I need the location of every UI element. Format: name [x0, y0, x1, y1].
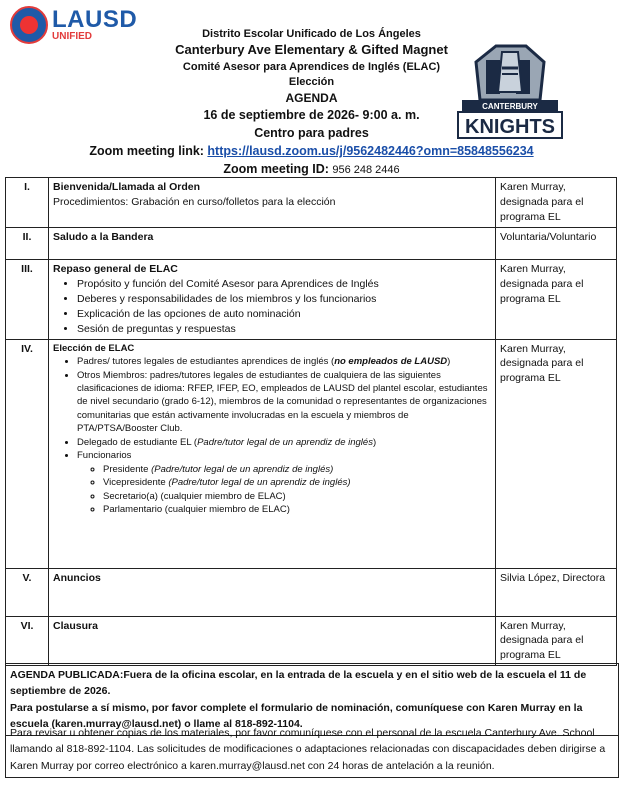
accessibility-note: Para revisar u obtener copias de los materiales, por favor comuníquese con el personal de la escuela Canterbury Ave. School llamando al 818-892-1104. Las solicitudes de modificaciones o adaptaciones relacionadas con discapacidades deben dirigirse a Karen Murray por correo electrónico a karen.murray@lausd.net con 24 horas de antelación a la reunión.: [5, 722, 619, 778]
item-presenter: Karen Murray, designada para el programa EL: [496, 616, 617, 666]
officer-list: [77, 463, 491, 517]
district-name: Distrito Escolar Unificado de Los Ángeles: [202, 28, 421, 40]
item-presenter: Voluntaria/Voluntario: [496, 228, 617, 260]
list-item: ◦ Parlamentario (cualquier miembro de ELAC): [103, 503, 491, 516]
table-row: [6, 228, 617, 260]
item-number: VI.: [6, 616, 49, 666]
agenda-heading: AGENDA: [285, 91, 338, 105]
zoom-link[interactable]: https://lausd.zoom.us/j/9562482446?omn=85848556234: [207, 144, 534, 158]
item-title: Repaso general de ELAC: [53, 263, 178, 275]
list-item: ◦ Presidente (Padre/tutor legal de un aprendiz de inglés): [103, 463, 491, 476]
knight-logo-top-text: CANTERBURY: [482, 102, 538, 111]
meeting-type: Elección: [288, 76, 335, 88]
table-row: [6, 616, 617, 666]
list-item: • Deberes y responsabilidades de los miembros y los funcionarios: [77, 292, 491, 307]
item-number: V.: [6, 568, 49, 616]
list-item: • Padres/ tutores legales de estudiantes aprendices de inglés (no empleados de LAUSD): [77, 355, 491, 368]
knight-logo-bottom-text: KNIGHTS: [465, 116, 555, 138]
table-row: [6, 568, 617, 616]
item-number: I.: [6, 178, 49, 228]
item-presenter: Silvia López, Directora: [496, 568, 617, 616]
item-content: [49, 616, 496, 666]
table-row: [6, 339, 617, 568]
item-number: II.: [6, 228, 49, 260]
list-item: • Explicación de las opciones de auto nominación: [77, 307, 491, 322]
list-item: ◦ Secretario(a) (cualquier miembro de ELAC): [103, 490, 491, 503]
list-item: • Otros Miembros: padres/tutores legales de estudiantes de cualquiera de las siguientes clasificaciones de idioma: RFEP, IFEP, EO, empleados de LAUSD del plantel escolar, estudiantes de nivel secundario (grado 6-12), miembros de la comunidad o representantes de organizaciones comunitarias que están activamente involucradas en la escuela y miembros de PTA/PTSA/Booster Club.: [77, 369, 491, 436]
list-item: • Sesión de preguntas y respuestas: [77, 322, 491, 337]
list-item: ◦ Vicepresidente (Padre/tutor legal de un aprendiz de inglés): [103, 476, 491, 489]
lausd-logo-text: LAUSD: [52, 6, 138, 33]
zoom-link-line: [0, 144, 623, 158]
item-title: Bienvenida/Llamada al Orden: [53, 181, 201, 193]
meeting-date: 16 de septiembre de 2026- 9:00 a. m.: [203, 108, 420, 122]
item-presenter: Karen Murray, designada para el programa EL: [496, 178, 617, 228]
item-content: [49, 178, 496, 228]
item-content: [49, 568, 496, 616]
item-number: III.: [6, 260, 49, 340]
list-item: • Delegado de estudiante EL (Padre/tutor legal de un aprendiz de inglés): [77, 436, 491, 449]
item-title: Saludo a la Bandera: [53, 231, 154, 243]
table-row: [6, 178, 617, 228]
item-title: Anuncios: [53, 571, 101, 584]
item-title: Clausura: [53, 619, 98, 632]
item-presenter: Karen Murray, designada para el programa EL: [496, 260, 617, 340]
item-bullets: [53, 277, 491, 337]
table-row: [6, 260, 617, 340]
zoom-id-label: Zoom meeting ID:: [223, 162, 333, 176]
zoom-id-line: [0, 162, 623, 176]
list-item: • Propósito y función del Comité Asesor para Aprendices de Inglés: [77, 277, 491, 292]
meeting-place: Centro para padres: [254, 126, 369, 140]
item-content: [49, 260, 496, 340]
item-bullets: [53, 355, 491, 517]
item-content: [49, 228, 496, 260]
zoom-id-value: 956 248 2446: [332, 164, 400, 176]
committee-name: Comité Asesor para Aprendices de Inglés (ELAC): [182, 61, 441, 73]
item-content: [49, 339, 496, 568]
item-presenter: Karen Murray, designada para el programa EL: [496, 339, 617, 568]
zoom-link-label: Zoom meeting link:: [89, 144, 208, 158]
list-item: • Funcionarios ◦ Presidente (Padre/tutor legal de un aprendiz de inglés) ◦ Vicepresidente (Padre/tutor legal de un aprendiz de inglés) ◦ Secretario(a) (cualquier miembro de ELAC) ◦ Parlamentario (cualquier miembro de ELAC): [77, 449, 491, 516]
item-text: Procedimientos: Grabación en curso/folletos para la elección: [53, 195, 336, 208]
school-name: Canterbury Ave Elementary & Gifted Magnet: [175, 42, 448, 57]
item-number: IV.: [6, 339, 49, 568]
nomination-text: Para postularse a sí mismo, por favor complete el formulario de nominación, comuníquese con Karen Murray en la escuela (karen.murray@lausd.net) o llame al 818-892-1104.: [10, 701, 583, 730]
lausd-logo-subtext: UNIFIED: [52, 31, 92, 42]
agenda-table: [5, 177, 617, 666]
item-title: Elección de ELAC: [53, 342, 135, 354]
posted-text: AGENDA PUBLICADA:Fuera de la oficina escolar, en la entrada de la escuela y en el sitio web de la escuela el 11 de septiembre de 2026.: [10, 669, 587, 698]
lausd-logo: [10, 6, 140, 46]
